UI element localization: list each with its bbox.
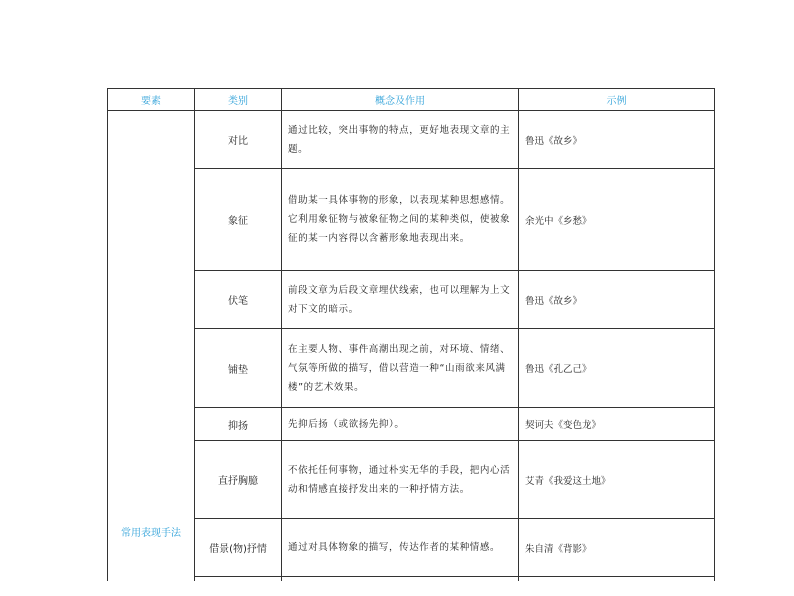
concept-cell xyxy=(282,577,519,582)
category-cell: 抑扬 xyxy=(195,408,282,441)
example-cell: 鲁迅《孔乙己》 xyxy=(519,329,715,408)
concept-cell: 借助某一具体事物的形象，以表现某种思想感情。它利用象征物与被象征物之间的某种类似，使被象征的某一内容得以含蓄形象地表现出来。 xyxy=(282,169,519,271)
table-row xyxy=(108,271,715,329)
example-cell: 朱自清《背影》 xyxy=(519,519,715,577)
example-cell: 契诃夫《变色龙》 xyxy=(519,408,715,441)
table-row xyxy=(108,111,715,169)
category-cell: 铺垫 xyxy=(195,329,282,408)
concept-cell: 在主要人物、事件高潮出现之前，对环境、情绪、气氛等所做的描写，借以营造一种“山雨欲来风满楼”的艺术效果。 xyxy=(282,329,519,408)
techniques-table xyxy=(107,88,715,581)
concept-cell: 不依托任何事物，通过朴实无华的手段，把内心活动和情感直接抒发出来的一种抒情方法。 xyxy=(282,441,519,519)
example-cell: 余光中《乡愁》 xyxy=(519,169,715,271)
header-example: 示例 xyxy=(519,89,715,111)
header-concept: 概念及作用 xyxy=(282,89,519,111)
category-cell: 直抒胸臆 xyxy=(195,441,282,519)
category-cell xyxy=(195,577,282,582)
table-row xyxy=(108,408,715,441)
element-cell: 常用表现手法 xyxy=(108,111,195,582)
category-cell: 伏笔 xyxy=(195,271,282,329)
header-category: 类别 xyxy=(195,89,282,111)
table-row xyxy=(108,519,715,577)
table-row-partial xyxy=(108,577,715,582)
concept-cell: 前段文章为后段文章埋伏线索，也可以理解为上文对下文的暗示。 xyxy=(282,271,519,329)
example-cell: 鲁迅《故乡》 xyxy=(519,111,715,169)
concept-cell: 先抑后扬（或欲扬先抑）。 xyxy=(282,408,519,441)
header-row xyxy=(108,89,715,111)
category-cell: 象征 xyxy=(195,169,282,271)
example-cell: 鲁迅《故乡》 xyxy=(519,271,715,329)
table-row xyxy=(108,169,715,271)
table-row xyxy=(108,441,715,519)
category-cell: 借景(物)抒情 xyxy=(195,519,282,577)
category-cell: 对比 xyxy=(195,111,282,169)
example-cell xyxy=(519,577,715,582)
example-cell: 艾青《我爱这土地》 xyxy=(519,441,715,519)
concept-cell: 通过比较，突出事物的特点，更好地表现文章的主题。 xyxy=(282,111,519,169)
header-element: 要素 xyxy=(108,89,195,111)
table-row xyxy=(108,329,715,408)
concept-cell: 通过对具体物象的描写，传达作者的某种情感。 xyxy=(282,519,519,577)
